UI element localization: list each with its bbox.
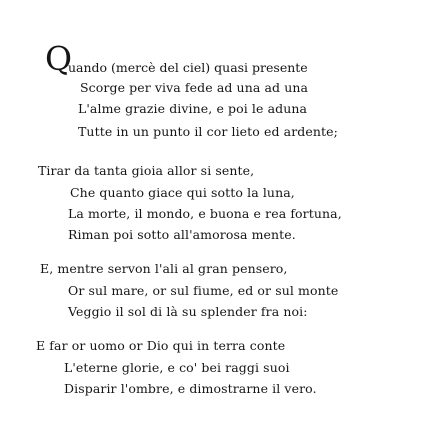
stanza-1-line-4: Tutte in un punto il cor lieto ed ardente; <box>78 124 338 139</box>
stanza-3-line-2: Or sul mare, or sul fiume, ed or sul monte <box>68 283 339 298</box>
stanza-4-line-3: Disparir l'ombre, e dimostrarne il vero. <box>64 381 317 396</box>
stanza-1-line-3: L'alme grazie divine, e poi le aduna <box>78 101 308 116</box>
drop-cap: Q <box>45 39 73 78</box>
stanza-3-line-3: Veggio il sol di là su splender fra noi: <box>68 304 308 319</box>
stanza-2-line-4: Riman poi sotto all'amorosa mente. <box>68 227 296 242</box>
stanza-3-line-1: E, mentre servon l'ali al gran pensero, <box>40 261 288 276</box>
stanza-1-line-2: Scorge per viva fede ad una ad una <box>80 80 309 95</box>
stanza-1-line-1: uando (mercè del ciel) quasi presente <box>68 60 308 75</box>
stanza-2-line-1: Tirar da tanta gioia allor si sente, <box>38 163 255 178</box>
stanza-2-line-3: La morte, il mondo, e buona e rea fortuna, <box>68 206 342 221</box>
stanza-4-line-2: L'eterne glorie, e co' bei raggi suoi <box>64 360 290 375</box>
stanza-2-line-2: Che quanto giace qui sotto la luna, <box>70 185 295 200</box>
stanza-4-line-1: E far or uomo or Dio qui in terra conte <box>36 338 286 353</box>
